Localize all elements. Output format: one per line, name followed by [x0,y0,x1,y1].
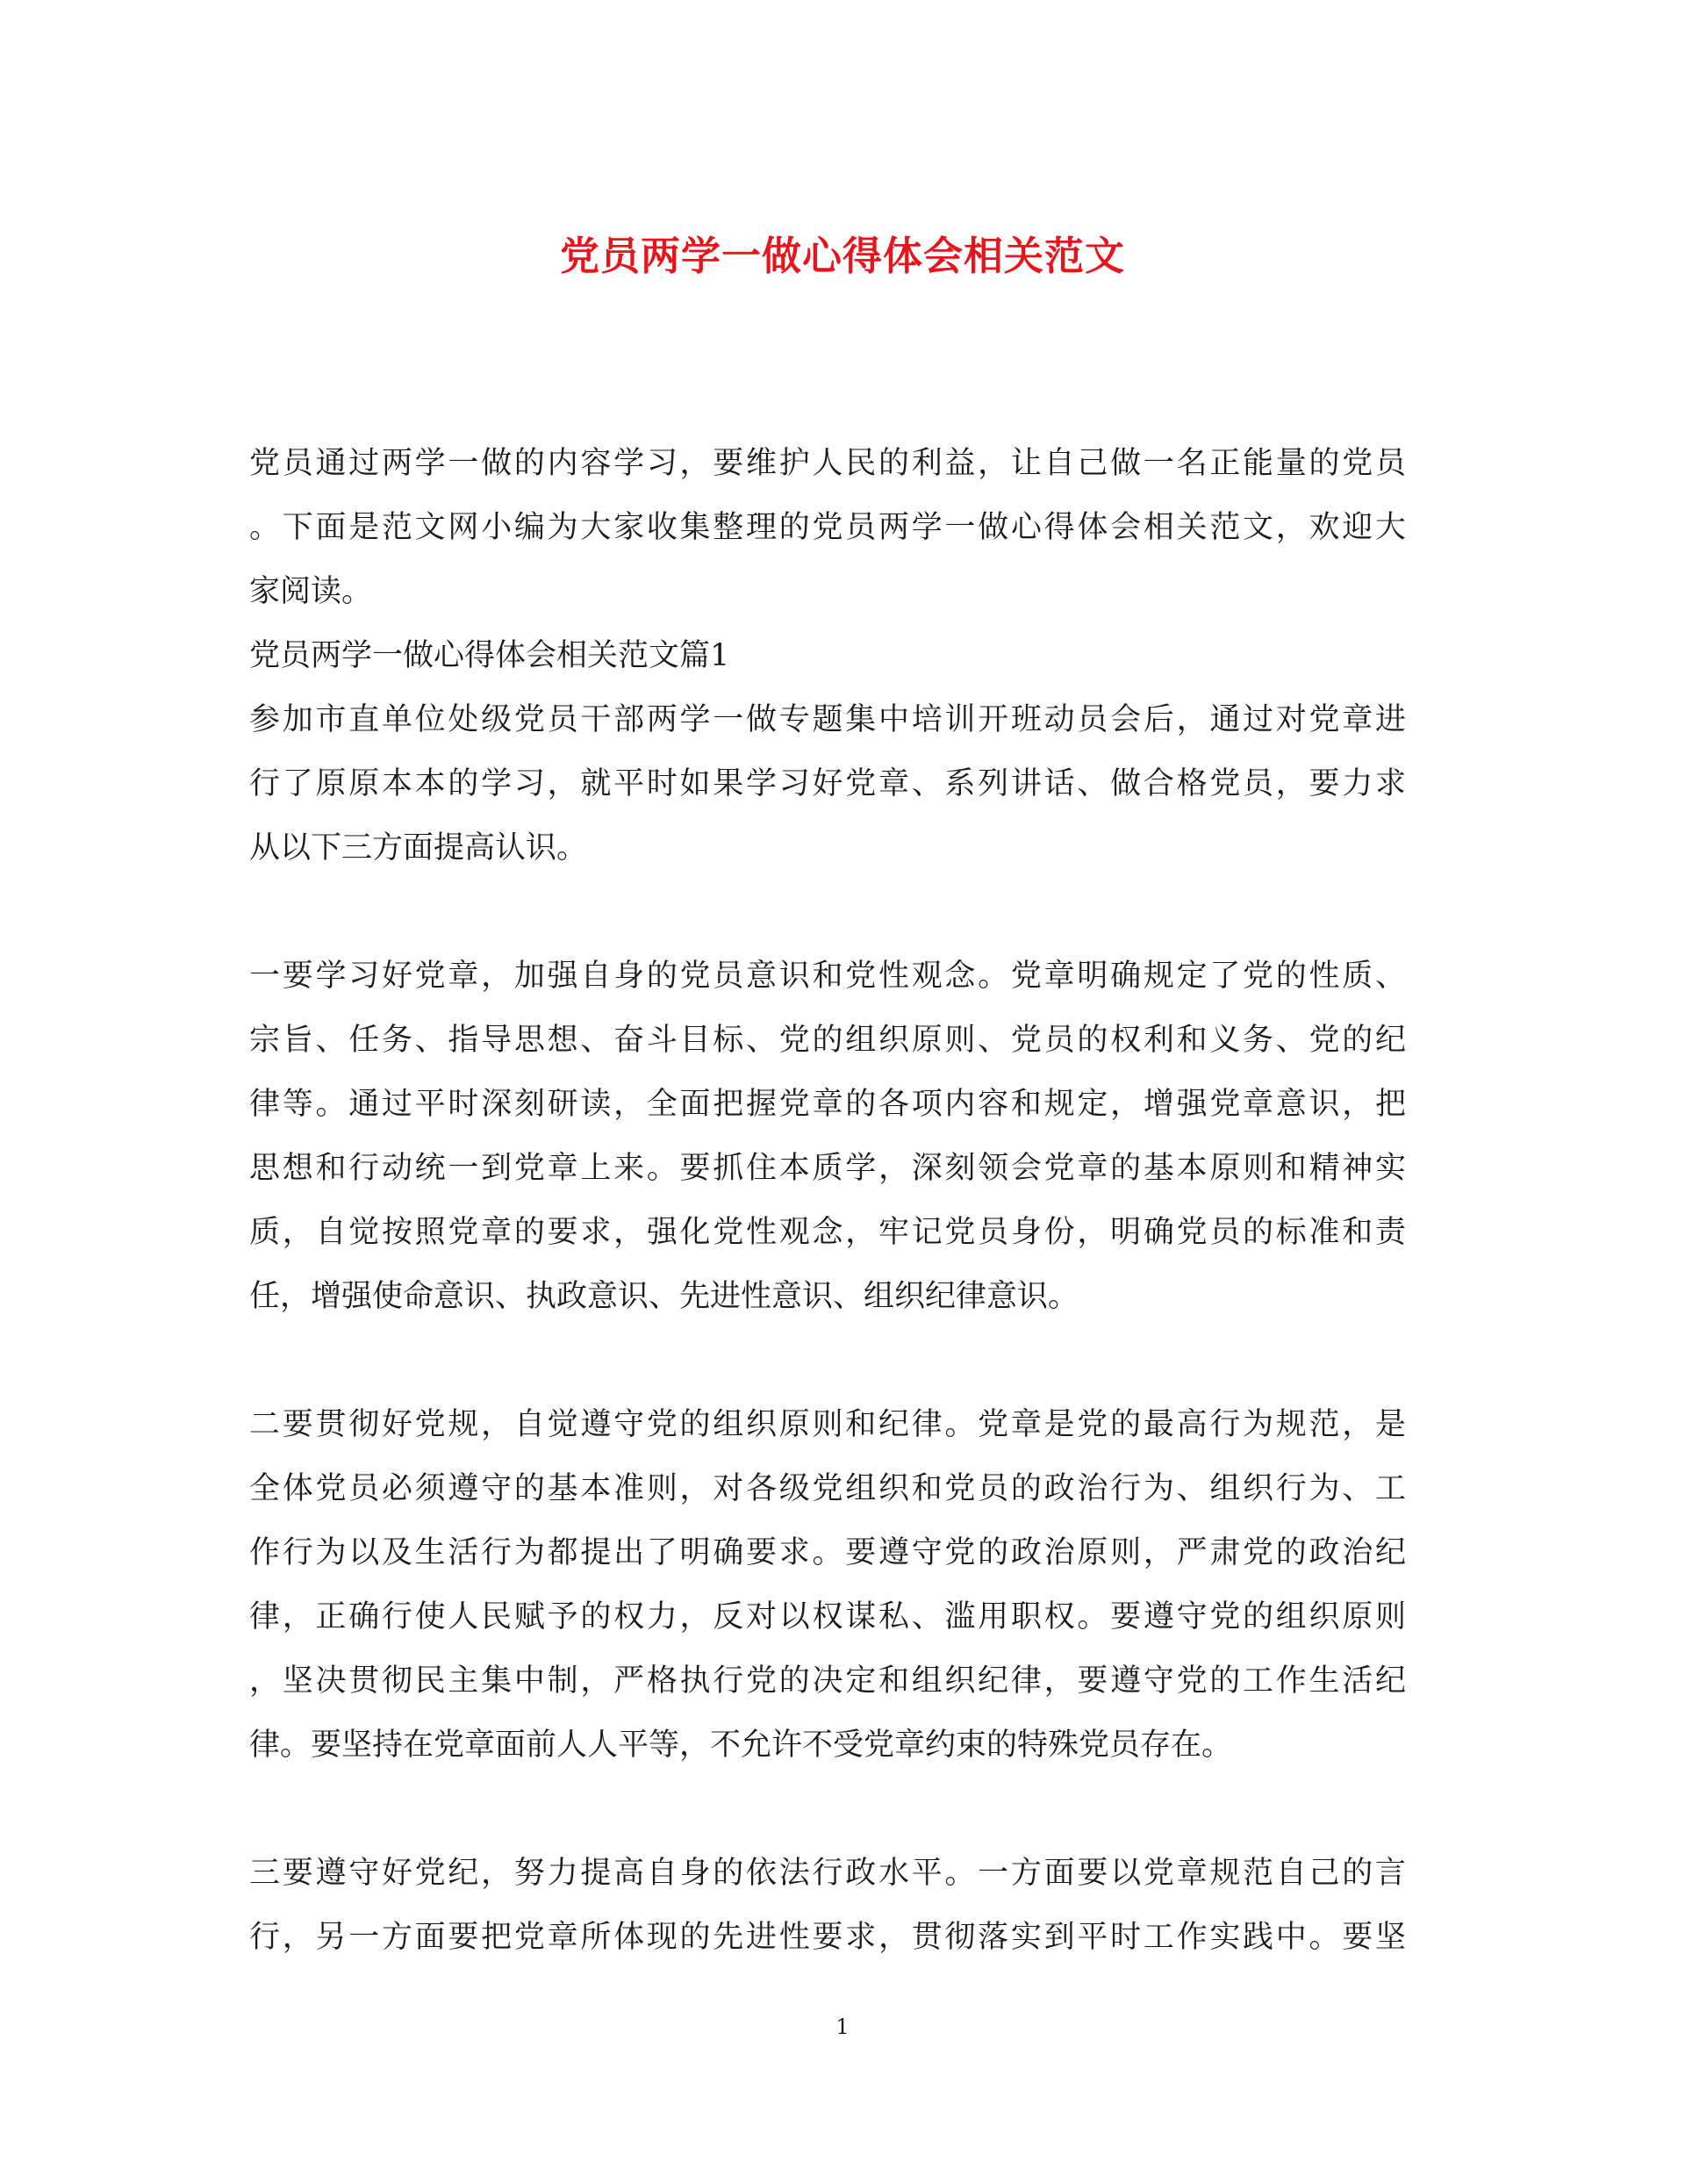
body-text-line: 律，正确行使人民赋予的权力，反对以权谋私、滥用职权。要遵守党的组织原则 [249,1599,1406,1634]
body-text-line: 。下面是范文网小编为大家收集整理的党员两学一做心得体会相关范文，欢迎大 [249,510,1406,545]
body-text-line: 党员通过两学一做的内容学习，要维护人民的利益，让自己做一名正能量的党员 [249,446,1406,481]
paragraph-gap [249,880,1406,945]
body-text-line: ，坚决贯彻民主集中制，严格执行党的决定和组织纪律，要遵守党的工作生活纪 [249,1663,1406,1699]
page-number: 1 [835,2015,850,2039]
body-text-line: 一要学习好党章，加强自身的党员意识和党性观念。党章明确规定了党的性质、 [249,959,1406,994]
document-body [249,432,1406,1970]
body-text-line: 作行为以及生活行为都提出了明确要求。要遵守党的政治原则，严肃党的政治纪 [249,1535,1406,1570]
body-text-line: 三要遵守好党纪，努力提高自身的依法行政水平。一方面要以党章规范自己的言 [249,1856,1406,1891]
body-text-line: 行，另一方面要把党章所体现的先进性要求，贯彻落实到平时工作实践中。要坚 [249,1920,1406,1955]
body-text-line: 二要贯彻好党规，自觉遵守党的组织原则和纪律。党章是党的最高行为规范，是 [249,1407,1406,1442]
paragraph-gap [249,1778,1406,1842]
body-text-line: 党员两学一做心得体会相关范文篇1 [249,638,730,673]
body-text-line: 家阅读。 [249,574,373,609]
body-text-line: 从以下三方面提高认识。 [249,830,588,866]
document-title: 党员两学一做心得体会相关范文 [559,233,1125,279]
body-text-line: 宗旨、任务、指导思想、奋斗目标、党的组织原则、党员的权利和义务、党的纪 [249,1023,1406,1058]
paragraph-gap [249,1329,1406,1393]
body-text-line: 行了原原本本的学习，就平时如果学习好党章、系列讲话、做合格党员，要力求 [249,766,1406,801]
body-text-line: 思想和行动统一到党章上来。要抓住本质学，深刻领会党章的基本原则和精神实 [249,1151,1406,1186]
body-text-line: 律等。通过平时深刻研读，全面把握党章的各项内容和规定，增强党章意识，把 [249,1087,1406,1122]
body-text-line: 参加市直单位处级党员干部两学一做专题集中培训开班动员会后，通过对党章进 [249,702,1406,737]
body-text-line: 律。要坚持在党章面前人人平等，不允许不受党章约束的特殊党员存在。 [249,1728,1233,1763]
body-text-line: 全体党员必须遵守的基本准则，对各级党组织和党员的政治行为、组织行为、工 [249,1471,1406,1506]
body-text-line: 任，增强使命意识、执政意识、先进性意识、组织纪律意识。 [249,1279,1079,1314]
body-text-line: 质，自觉按照党章的要求，强化党性观念，牢记党员身份，明确党员的标准和责 [249,1215,1406,1250]
